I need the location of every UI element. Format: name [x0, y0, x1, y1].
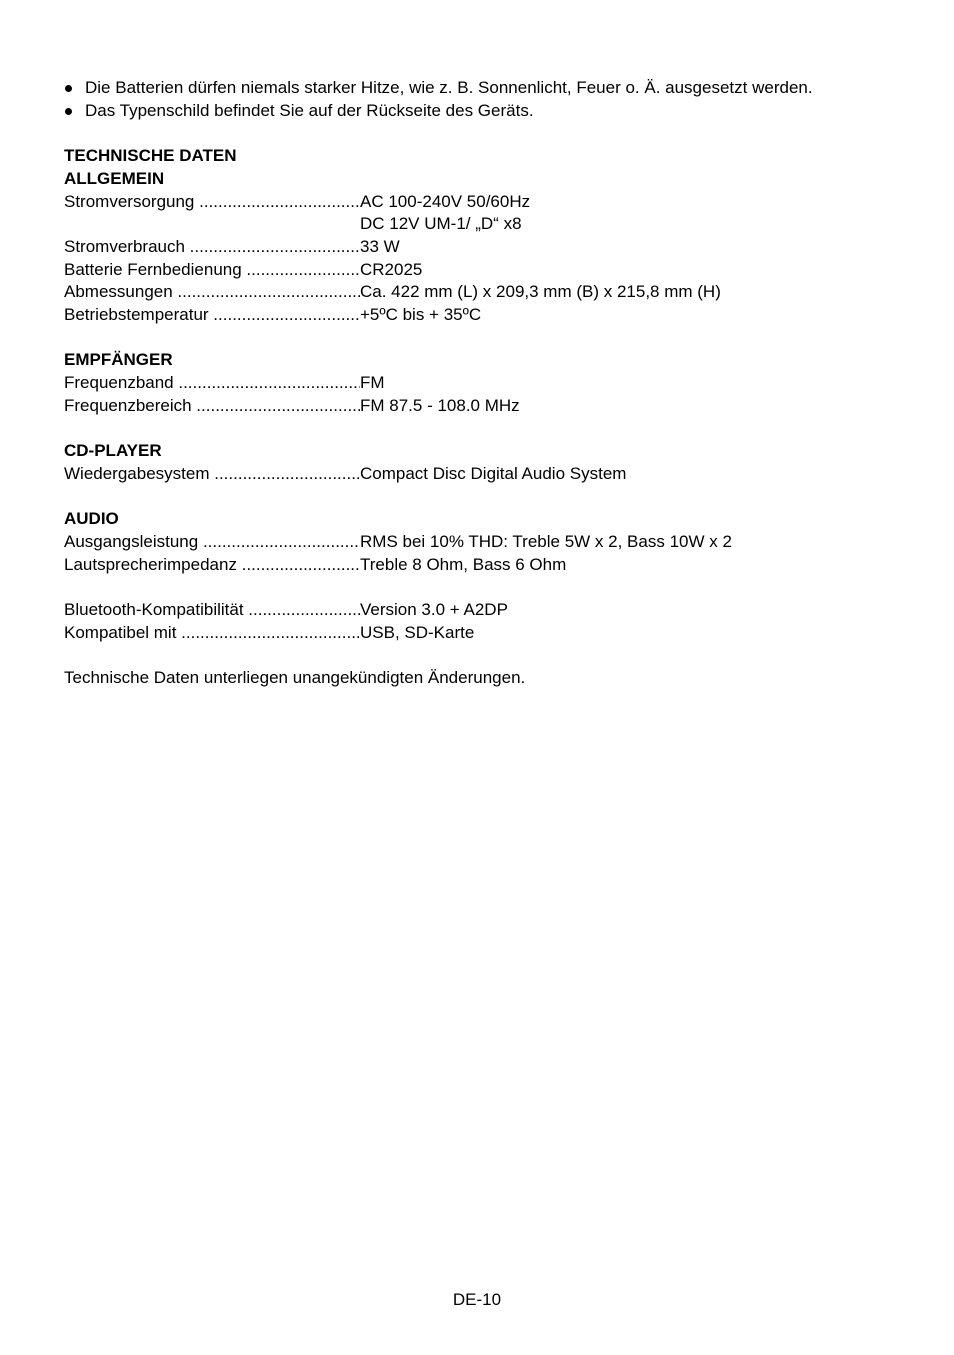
spec-row: [64, 531, 904, 554]
spec-label: Bluetooth-Kompatibilität .....: [64, 599, 360, 622]
spec-value: Ca. 422 mm (L) x 209,3 mm (B) x 215,8 mm (H): [360, 282, 721, 302]
spec-row: [64, 622, 904, 645]
spec-label: Stromversorgung .....: [64, 191, 360, 214]
bullet-dot-icon: [65, 108, 72, 115]
spec-value: Version 3.0 + A2DP: [360, 600, 508, 620]
spec-row: [64, 372, 904, 395]
spec-value: FM: [360, 373, 385, 393]
warning-text: Die Batterien dürfen niemals starker Hitze, wie z. B. Sonnenlicht, Feuer o. Ä. ausgesetzt werden.: [85, 78, 813, 97]
spec-label: Wiedergabesystem .....: [64, 463, 360, 486]
document-content: [64, 77, 904, 690]
spec-row: [64, 281, 904, 304]
section-heading-allgemein: ALLGEMEIN: [64, 168, 165, 188]
spec-value: FM 87.5 - 108.0 MHz: [360, 395, 520, 415]
spec-label: Stromverbrauch .....: [64, 236, 360, 259]
spec-label: Betriebstemperatur .....: [64, 304, 360, 327]
spec-value: Compact Disc Digital Audio System: [360, 463, 627, 483]
spec-label: Frequenzbereich .....: [64, 395, 360, 418]
footnote: Technische Daten unterliegen unangekündigten Änderungen.: [64, 668, 526, 688]
bullet-dot-icon: [65, 85, 72, 92]
page-number: DE-10: [452, 1290, 502, 1309]
section-heading-cd-player: CD-PLAYER: [64, 441, 162, 461]
spec-value: DC 12V UM-1/ „D“ x8: [360, 214, 522, 234]
spec-label: Frequenzband .....: [64, 372, 360, 395]
warning-text: Das Typenschild befindet Sie auf der Rückseite des Geräts.: [85, 100, 534, 120]
page-title: TECHNISCHE DATEN: [64, 146, 237, 166]
spec-value: +5ºC bis + 35ºC: [360, 305, 482, 325]
warning-item: [64, 100, 904, 123]
warning-list: [64, 77, 904, 122]
spec-value: Treble 8 Ohm, Bass 6 Ohm: [360, 554, 567, 574]
spec-value: CR2025: [360, 259, 423, 279]
spec-row: [64, 463, 904, 486]
spec-value: RMS bei 10% THD: Treble 5W x 2, Bass 10W x 2: [360, 532, 732, 551]
spec-label: Batterie Fernbedienung .....: [64, 259, 360, 282]
spec-value: AC 100-240V 50/60Hz: [360, 191, 531, 211]
section-heading-audio: AUDIO: [64, 509, 119, 529]
spec-row: [64, 304, 904, 327]
spec-value: USB, SD-Karte: [360, 622, 475, 642]
spec-row: [64, 191, 904, 214]
spec-label: Ausgangsleistung .....: [64, 531, 360, 554]
spec-label: Kompatibel mit .....: [64, 622, 360, 645]
spec-row: [64, 554, 904, 577]
spec-label-empty: [64, 213, 360, 236]
warning-item: [64, 77, 904, 100]
spec-row: [64, 599, 904, 622]
spec-value: 33 W: [360, 236, 400, 256]
section-heading-empfaenger: EMPFÄNGER: [64, 350, 173, 370]
spec-row: [64, 259, 904, 282]
spec-row: [64, 395, 904, 418]
spec-label: Abmessungen .....: [64, 281, 360, 304]
spec-row: [64, 236, 904, 259]
spec-label: Lautsprecherimpedanz .....: [64, 554, 360, 577]
spec-row: [64, 213, 904, 236]
